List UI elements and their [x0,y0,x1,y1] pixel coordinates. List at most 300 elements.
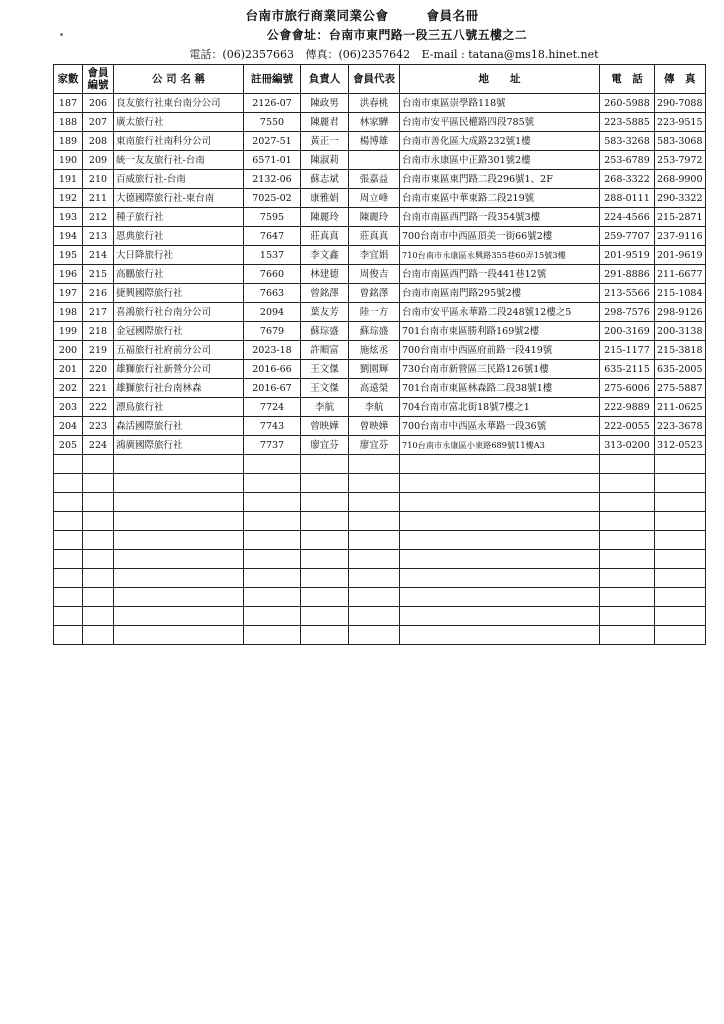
table-row [54,94,706,113]
blank-cell [244,569,301,588]
blank-cell [301,493,349,512]
association-address: 公會會址：台南市東門路一段三五八號五樓之二 [266,28,528,42]
cell-fax: 200-3138 [655,322,706,341]
cell-registration: 7660 [244,265,301,284]
cell-member-id: 206 [83,94,114,113]
phone-number: 電話：(06)2357663 [189,48,294,61]
cell-company-name: 捷興國際旅行社 [114,284,244,303]
cell-representative: 周俊吉 [349,265,400,284]
table-row [54,170,706,189]
col-company-name: 公 司 名 稱 [114,65,244,94]
cell-member-id: 215 [83,265,114,284]
cell-count: 198 [54,303,83,322]
cell-count: 188 [54,113,83,132]
blank-cell [655,455,706,474]
blank-cell [244,531,301,550]
blank-cell [114,550,244,569]
col-count: 家數 [54,65,83,94]
blank-cell [349,493,400,512]
blank-cell [244,607,301,626]
blank-cell [301,474,349,493]
cell-owner: 蘇琮盛 [301,322,349,341]
cell-phone: 253-6789 [600,151,655,170]
cell-fax: 201-9619 [655,246,706,265]
cell-member-id: 213 [83,227,114,246]
cell-address: 台南市善化區大成路232號1樓 [400,132,600,151]
cell-owner: 曾映嬅 [301,417,349,436]
blank-cell [655,626,706,645]
blank-cell [400,569,600,588]
table-row [54,189,706,208]
blank-cell [400,455,600,474]
cell-address: 700台南市中西區頂美一街66號2樓 [400,227,600,246]
cell-count: 194 [54,227,83,246]
table-row [54,303,706,322]
blank-cell [600,531,655,550]
blank-cell [54,569,83,588]
cell-count: 193 [54,208,83,227]
blank-cell [349,474,400,493]
cell-owner: 黃正一 [301,132,349,151]
blank-cell [114,512,244,531]
blank-cell [114,588,244,607]
blank-cell [655,474,706,493]
cell-phone: 224-4566 [600,208,655,227]
cell-count: 205 [54,436,83,455]
cell-registration: 2016-66 [244,360,301,379]
cell-phone: 268-3322 [600,170,655,189]
blank-cell [114,493,244,512]
blank-cell [655,588,706,607]
cell-representative: 楊博雄 [349,132,400,151]
blank-cell [54,607,83,626]
blank-cell [349,455,400,474]
cell-fax: 211-6677 [655,265,706,284]
cell-registration: 7743 [244,417,301,436]
blank-cell [83,493,114,512]
cell-count: 192 [54,189,83,208]
cell-company-name: 恩典旅行社 [114,227,244,246]
table-row [54,132,706,151]
cell-count: 187 [54,94,83,113]
blank-cell [114,607,244,626]
member-table [53,64,706,645]
cell-company-name: 高鵬旅行社 [114,265,244,284]
cell-representative [349,151,400,170]
table-row [54,151,706,170]
cell-owner: 王文傑 [301,379,349,398]
cell-registration: 7737 [244,436,301,455]
blank-cell [655,531,706,550]
cell-member-id: 217 [83,303,114,322]
cell-representative: 高遠榮 [349,379,400,398]
cell-fax: 211-0625 [655,398,706,417]
cell-owner: 陳政男 [301,94,349,113]
blank-cell [114,531,244,550]
blank-cell [349,588,400,607]
blank-cell [301,455,349,474]
blank-cell [83,626,114,645]
blank-row [54,626,706,645]
cell-representative: 莊真真 [349,227,400,246]
cell-representative: 施炫丞 [349,341,400,360]
cell-fax: 583-3068 [655,132,706,151]
cell-registration: 2016-67 [244,379,301,398]
blank-cell [655,493,706,512]
cell-address: 704台南市富北街18號7樓之1 [400,398,600,417]
blank-cell [400,531,600,550]
blank-cell [655,569,706,588]
blank-row [54,550,706,569]
cell-owner: 陳麗君 [301,113,349,132]
cell-address: 710台南市永康區永興路355巷60弄15號3樓 [400,246,600,265]
email-address: E-mail : tatana@ms18.hinet.net [421,48,599,61]
cell-registration: 2126-07 [244,94,301,113]
cell-phone: 222-0055 [600,417,655,436]
cell-address: 台南市南區西門路一段441巷12號 [400,265,600,284]
blank-cell [655,607,706,626]
blank-row [54,607,706,626]
col-phone: 電 話 [600,65,655,94]
blank-cell [301,550,349,569]
blank-cell [83,607,114,626]
cell-fax: 290-7088 [655,94,706,113]
cell-representative: 周立峰 [349,189,400,208]
blank-cell [244,493,301,512]
cell-company-name: 喜鴻旅行社台南分公司 [114,303,244,322]
cell-owner: 陳麗玲 [301,208,349,227]
cell-member-id: 219 [83,341,114,360]
cell-count: 196 [54,265,83,284]
cell-phone: 222-9889 [600,398,655,417]
blank-cell [244,455,301,474]
cell-phone: 275-6006 [600,379,655,398]
cell-phone: 260-5988 [600,94,655,113]
blank-cell [400,512,600,531]
cell-company-name: 雄獅旅行社新營分公司 [114,360,244,379]
cell-representative: 陳麗玲 [349,208,400,227]
cell-company-name: 種子旅行社 [114,208,244,227]
blank-cell [83,588,114,607]
cell-address: 台南市東區中華東路二段219號 [400,189,600,208]
blank-cell [83,550,114,569]
cell-representative: 張嘉益 [349,170,400,189]
cell-fax: 215-1084 [655,284,706,303]
blank-cell [349,569,400,588]
blank-cell [600,569,655,588]
table-row [54,322,706,341]
blank-cell [54,550,83,569]
cell-registration: 2027-51 [244,132,301,151]
cell-owner: 廖宜芬 [301,436,349,455]
col-fax: 傳 真 [655,65,706,94]
blank-cell [400,550,600,569]
cell-address: 710台南市永康區小東路689號11樓A3 [400,436,600,455]
blank-cell [83,569,114,588]
blank-cell [54,626,83,645]
table-row [54,417,706,436]
cell-representative: 林家驊 [349,113,400,132]
cell-owner: 林建德 [301,265,349,284]
col-address: 地 址 [400,65,600,94]
blank-cell [114,474,244,493]
blank-row [54,588,706,607]
cell-address: 台南市東區東門路二段296號1、2F [400,170,600,189]
cell-address: 700台南市中西區永華路一段36號 [400,417,600,436]
blank-cell [600,512,655,531]
blank-cell [54,531,83,550]
cell-representative: 廖宜芬 [349,436,400,455]
cell-owner: 葉友芳 [301,303,349,322]
cell-registration: 7647 [244,227,301,246]
cell-registration: 7595 [244,208,301,227]
blank-cell [600,626,655,645]
cell-phone: 298-7576 [600,303,655,322]
blank-cell [83,531,114,550]
table-row [54,246,706,265]
cell-company-name: 廣太旅行社 [114,113,244,132]
blank-cell [83,474,114,493]
cell-count: 189 [54,132,83,151]
table-row [54,379,706,398]
cell-count: 202 [54,379,83,398]
blank-cell [600,474,655,493]
cell-fax: 290-3322 [655,189,706,208]
cell-address: 701台南市東區勝利路169號2樓 [400,322,600,341]
cell-address: 台南市東區崇學路118號 [400,94,600,113]
cell-registration: 6571-01 [244,151,301,170]
cell-address: 700台南市中西區府前路一段419號 [400,341,600,360]
cell-count: 197 [54,284,83,303]
blank-cell [301,531,349,550]
cell-company-name: 五福旅行社府前分公司 [114,341,244,360]
cell-fax: 268-9900 [655,170,706,189]
document-name: 會員名冊 [426,8,479,23]
table-row [54,398,706,417]
cell-count: 195 [54,246,83,265]
cell-member-id: 216 [83,284,114,303]
cell-phone: 288-0111 [600,189,655,208]
blank-row [54,531,706,550]
blank-cell [600,607,655,626]
blank-cell [600,493,655,512]
cell-address: 701台南市東區林森路二段38號1樓 [400,379,600,398]
cell-member-id: 222 [83,398,114,417]
blank-cell [349,550,400,569]
blank-cell [244,588,301,607]
blank-cell [600,588,655,607]
cell-member-id: 209 [83,151,114,170]
cell-count: 203 [54,398,83,417]
fax-number: 傳真：(06)2357642 [305,48,411,61]
table-row [54,227,706,246]
blank-cell [301,569,349,588]
blank-cell [301,626,349,645]
cell-fax: 635-2005 [655,360,706,379]
cell-member-id: 208 [83,132,114,151]
cell-representative: 李宜娟 [349,246,400,265]
cell-fax: 237-9116 [655,227,706,246]
cell-phone: 201-9519 [600,246,655,265]
blank-cell [244,512,301,531]
col-representative: 會員代表 [349,65,400,94]
cell-registration: 2023-18 [244,341,301,360]
cell-count: 201 [54,360,83,379]
cell-count: 204 [54,417,83,436]
cell-company-name: 鴻廣國際旅行社 [114,436,244,455]
cell-owner: 李航 [301,398,349,417]
blank-cell [54,512,83,531]
cell-member-id: 210 [83,170,114,189]
cell-phone: 635-2115 [600,360,655,379]
cell-member-id: 224 [83,436,114,455]
cell-count: 200 [54,341,83,360]
blank-cell [400,493,600,512]
col-registration: 註冊編號 [244,65,301,94]
blank-row [54,569,706,588]
cell-company-name: 大日降旅行社 [114,246,244,265]
blank-cell [349,607,400,626]
cell-address: 台南市安平區民權路四段785號 [400,113,600,132]
cell-count: 190 [54,151,83,170]
blank-cell [349,512,400,531]
table-row [54,208,706,227]
cell-phone: 259-7707 [600,227,655,246]
cell-representative: 劉園輝 [349,360,400,379]
cell-company-name: 森活國際旅行社 [114,417,244,436]
cell-representative: 曾銘澤 [349,284,400,303]
blank-cell [83,512,114,531]
cell-owner: 許順富 [301,341,349,360]
blank-cell [244,626,301,645]
blank-cell [400,607,600,626]
cell-representative: 陸一方 [349,303,400,322]
blank-cell [83,455,114,474]
blank-cell [54,474,83,493]
cell-fax: 223-3678 [655,417,706,436]
cell-fax: 215-2871 [655,208,706,227]
cell-owner: 李文鑫 [301,246,349,265]
table-row [54,360,706,379]
cell-company-name: 金冠國際旅行社 [114,322,244,341]
cell-member-id: 220 [83,360,114,379]
blank-cell [244,550,301,569]
table-row [54,113,706,132]
cell-owner: 陳淑莉 [301,151,349,170]
blank-cell [655,550,706,569]
blank-cell [600,455,655,474]
blank-cell [54,493,83,512]
cell-address: 台南市永康區中正路301號2樓 [400,151,600,170]
cell-owner: 王文傑 [301,360,349,379]
cell-address: 730台南市新營區三民路126號1樓 [400,360,600,379]
cell-phone: 215-1177 [600,341,655,360]
cell-company-name: 漂鳥旅行社 [114,398,244,417]
blank-row [54,493,706,512]
cell-representative: 曾映嬅 [349,417,400,436]
blank-row [54,512,706,531]
table-row [54,341,706,360]
blank-cell [400,588,600,607]
table-row [54,436,706,455]
cell-member-id: 214 [83,246,114,265]
cell-company-name: 百威旅行社-台南 [114,170,244,189]
table-header-row [54,65,706,94]
cell-phone: 583-3268 [600,132,655,151]
cell-count: 199 [54,322,83,341]
cell-registration: 2132-06 [244,170,301,189]
blank-cell [600,550,655,569]
blank-cell [54,455,83,474]
blank-cell [114,569,244,588]
cell-phone: 200-3169 [600,322,655,341]
cell-fax: 298-9126 [655,303,706,322]
cell-member-id: 218 [83,322,114,341]
cell-representative: 李航 [349,398,400,417]
cell-fax: 215-3818 [655,341,706,360]
cell-member-id: 221 [83,379,114,398]
col-owner: 負責人 [301,65,349,94]
cell-phone: 213-5566 [600,284,655,303]
cell-phone: 223-5885 [600,113,655,132]
cell-company-name: 大德國際旅行社-東台南 [114,189,244,208]
organization-name: 台南市旅行商業同業公會 [245,8,389,23]
blank-cell [114,626,244,645]
cell-owner: 蘇志斌 [301,170,349,189]
cell-registration: 7550 [244,113,301,132]
cell-member-id: 211 [83,189,114,208]
cell-address: 台南市南區南門路295號2樓 [400,284,600,303]
blank-cell [655,512,706,531]
table-row [54,284,706,303]
blank-cell [244,474,301,493]
cell-registration: 1537 [244,246,301,265]
blank-row [54,455,706,474]
blank-cell [301,512,349,531]
contact-line [0,46,724,62]
cell-representative: 蘇琮盛 [349,322,400,341]
cell-company-name: 東南旅行社南科分公司 [114,132,244,151]
cell-address: 台南市南區西門路一段354號3樓 [400,208,600,227]
cell-owner: 曾銘澤 [301,284,349,303]
cell-company-name: 雄獅旅行社台南林森 [114,379,244,398]
cell-registration: 7025-02 [244,189,301,208]
cell-fax: 312-0523 [655,436,706,455]
cell-owner: 莊真真 [301,227,349,246]
cell-registration: 2094 [244,303,301,322]
cell-company-name: 統一友友旅行社-台南 [114,151,244,170]
cell-address: 台南市安平區永華路二段248號12樓之5 [400,303,600,322]
blank-cell [301,607,349,626]
col-member-id: 會員編號 [83,65,114,94]
blank-cell [400,626,600,645]
blank-cell [301,588,349,607]
cell-count: 191 [54,170,83,189]
blank-cell [54,588,83,607]
cell-representative: 洪春桃 [349,94,400,113]
cell-fax: 275-5887 [655,379,706,398]
cell-registration: 7663 [244,284,301,303]
cell-member-id: 223 [83,417,114,436]
cell-fax: 253-7972 [655,151,706,170]
blank-cell [349,531,400,550]
blank-cell [349,626,400,645]
document-title [0,6,724,24]
cell-registration: 7679 [244,322,301,341]
cell-registration: 7724 [244,398,301,417]
cell-phone: 313-0200 [600,436,655,455]
cell-company-name: 良友旅行社東台南分公司 [114,94,244,113]
